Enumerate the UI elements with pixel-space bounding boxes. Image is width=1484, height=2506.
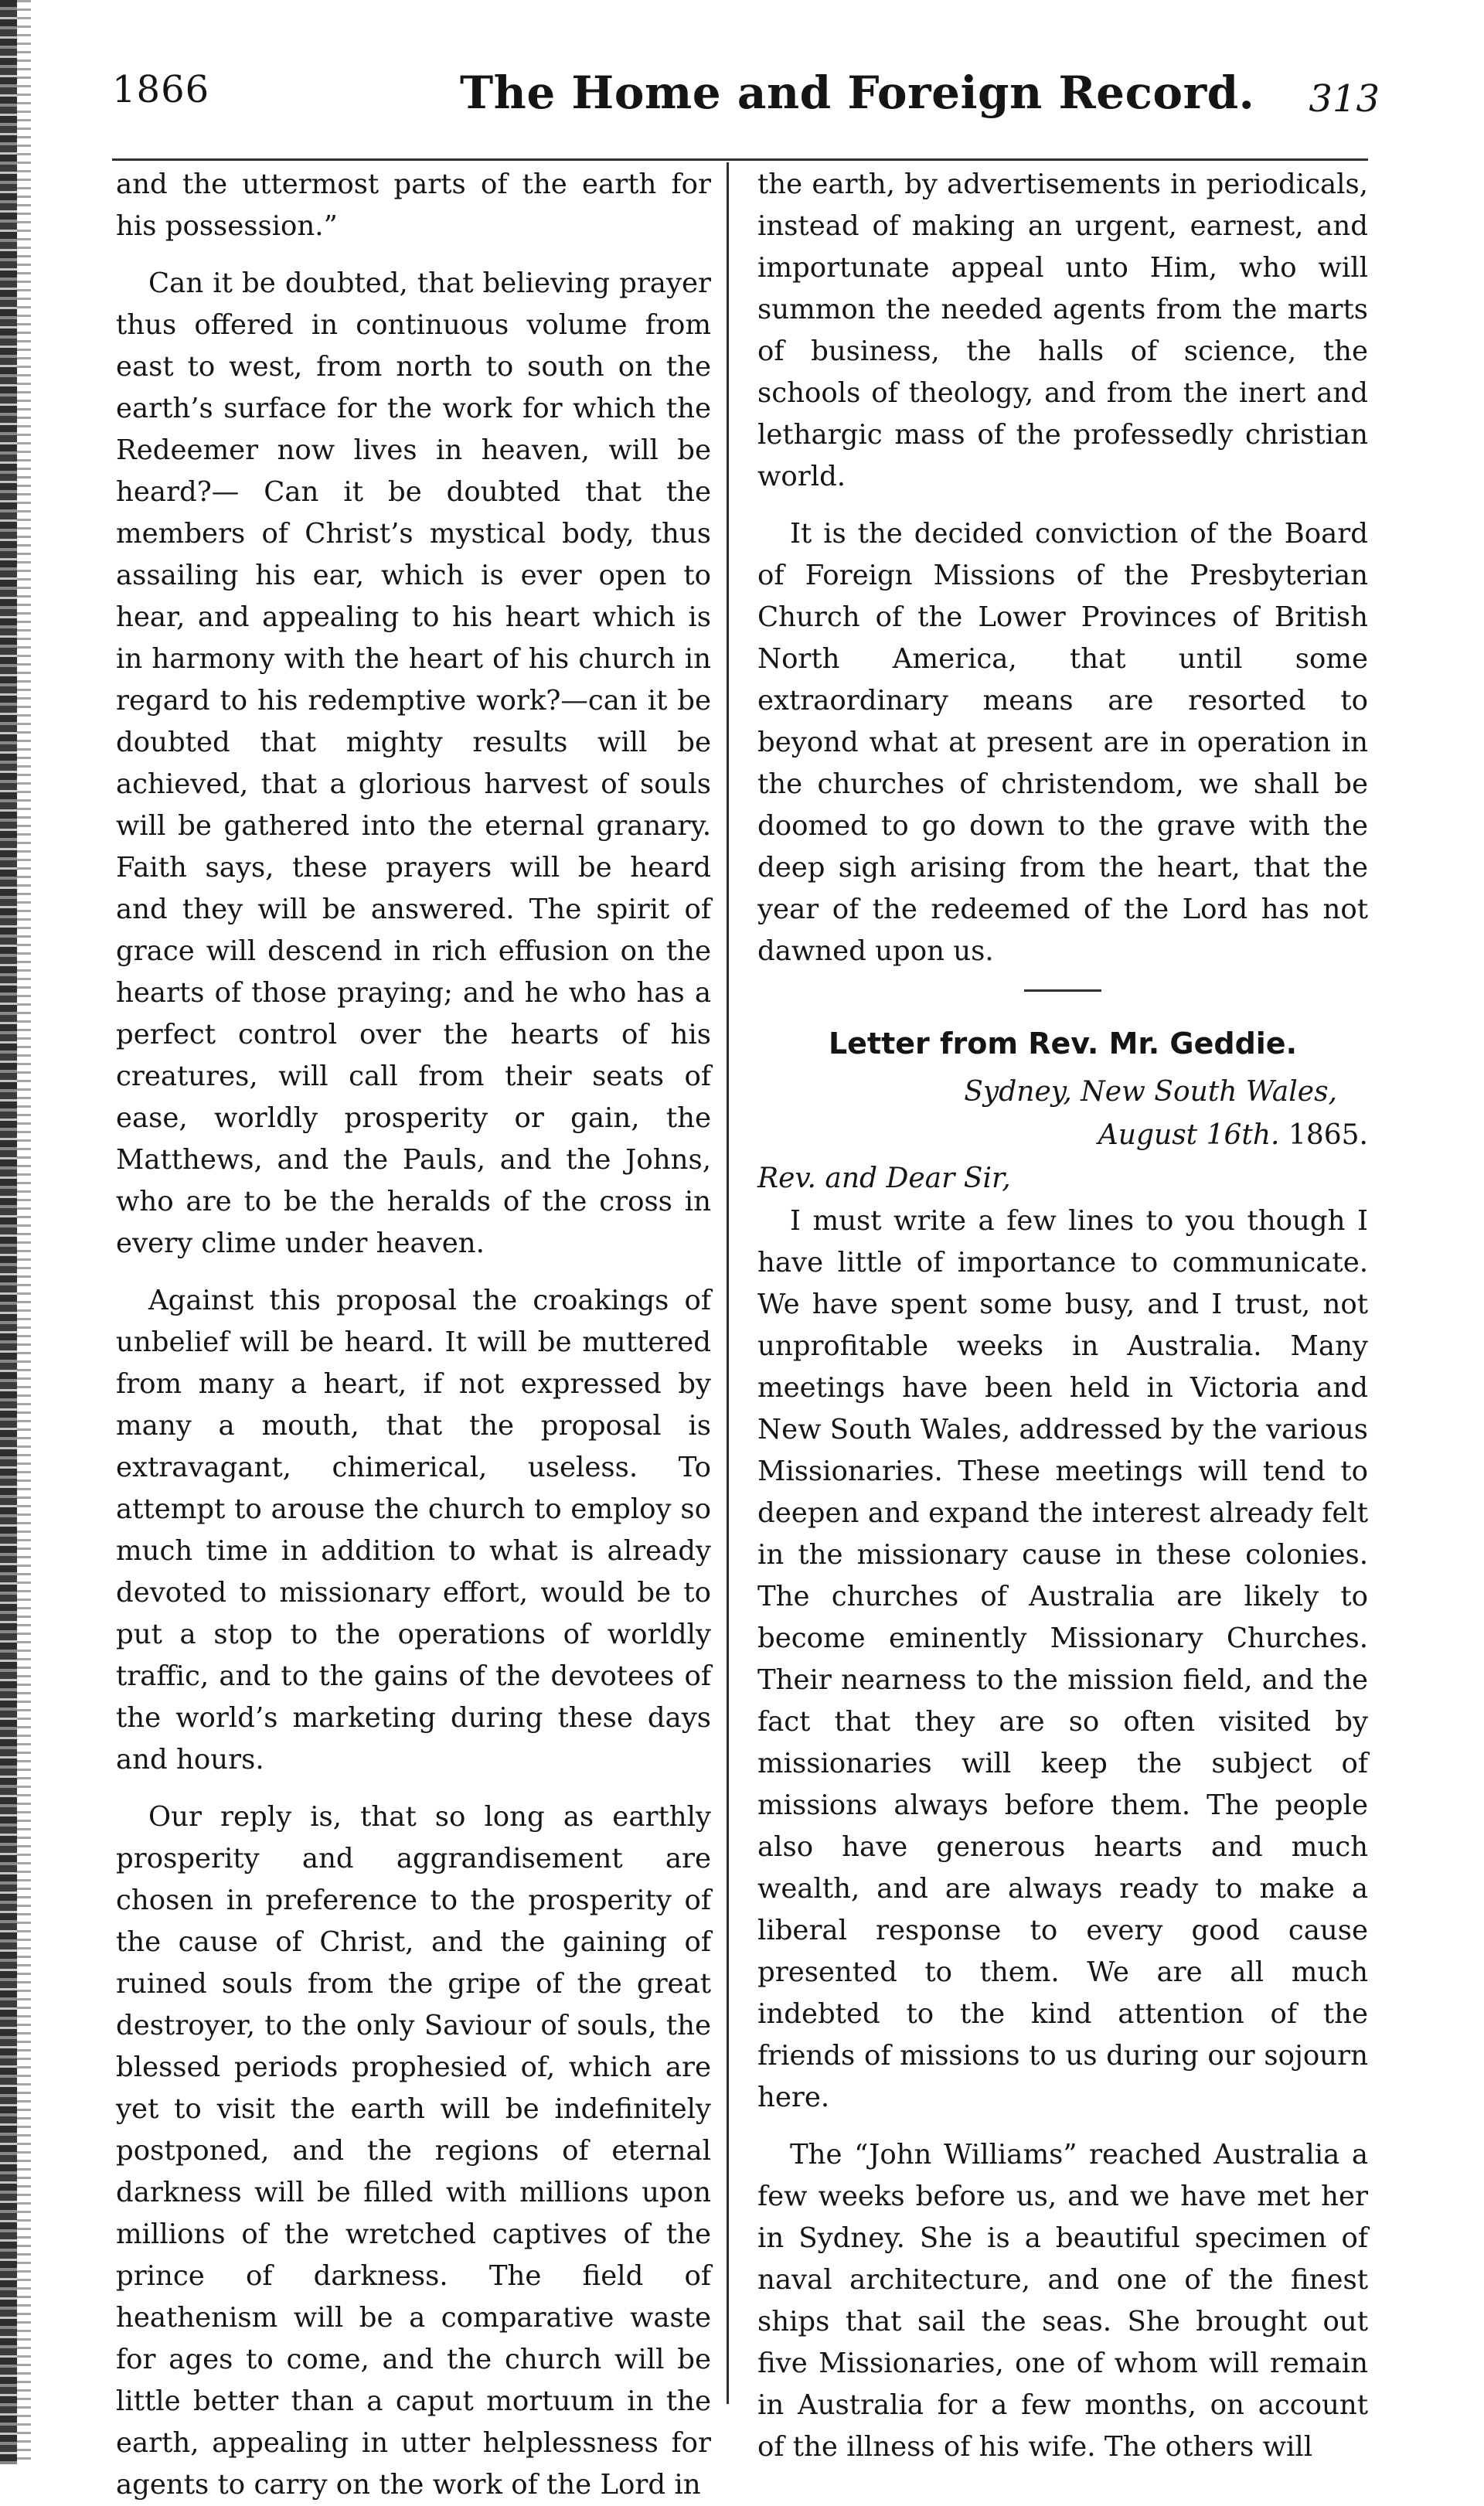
page-header [112,68,1380,153]
header-rule [112,158,1368,161]
left-paragraph-3: Against this proposal the croakings of unbelief will be heard. It will be muttered from many a heart, if not expressed by many a mouth, that the proposal is extravagant, chimerical, useless. To attempt to arouse the church to employ so much time in addition to what is already devoted to missionary effort, would be to put a stop to the operations of worldly traffic, and to the gains of the devotees of the world’s marketing during these days and hours. [116,1285,711,1776]
letter-title: Letter from Rev. Mr. Geddie. [828,1027,1298,1061]
right-paragraph-4: The “John Williams” reached Australia a few weeks before us, and we have met her in Sydney. She is a beautiful specimen of naval architecture, and one of the finest ships that sail the seas. She brought out five Missionaries, one of whom will remain in Australia for a few months, on account of the illness of his wife. The others will [757,2139,1368,2463]
left-column [116,164,711,2501]
letter-date-year: 1865. [1288,1119,1368,1151]
right-paragraph-2: It is the decided conviction of the Board of Foreign Missions of the Presbyterian Church of the Lower Provinces of British North America, that until some extraordinary means are resorted to beyond what at present are in operation in the churches of christendom, we shall be doomed to go down to the grave with the deep sigh arising from the heart, that the year of the redeemed of the Lord has not dawned upon us. [757,518,1368,967]
scan-edge-shadow [17,0,31,2464]
journal-title: The Home and Foreign Record. [460,66,1255,119]
letter-date [757,1114,1368,1157]
right-column [757,164,1368,2463]
scan-edge [0,0,17,2464]
left-paragraph-1: and the uttermost parts of the earth for his possession.” [116,169,711,242]
right-paragraph-3: I must write a few lines to you though I have little of importance to communicate. We have spent some busy, and I trust, not unprofitable weeks in Australia. Many meetings have been held in Victoria and New South Wales, addressed by the various Missionaries. These meetings will tend to deepen and expand the interest already felt in the missionary cause in these colonies. The churches of Australia are likely to become eminently Missionary Churches. Their nearness to the mission field, and the fact that they are so often visited by missionaries will keep the subject of missions always before them. The people also have generous hearts and much wealth, and are always ready to make a liberal response to every good cause presented to them. We are all much indebted to the kind attention of the friends of missions to us during our sojourn here. [757,1205,1368,2113]
right-paragraph-1: the earth, by advertisements in periodicals, instead of making an urgent, earnest, and importunate appeal unto Him, who will summon the needed agents from the marts of business, the halls of science, the schools of theology, and from the inert and lethargic mass of the professedly christian world. [757,169,1368,492]
left-paragraph-4: Our reply is, that so long as earthly prosperity and aggrandisement are chosen in preference to the prosperity of the cause of Christ, and the gaining of ruined souls from the gripe of the great destroyer, to the only Saviour of souls, the blessed periods prophesied of, which are yet to visit the earth will be indefinitely postponed, and the regions of eternal darkness will be filled with millions upon millions of the wretched captives of the prince of darkness. The field of heathenism will be a comparative waste for ages to come, and the church will be little better than a caput mortuum in the earth, appealing in utter helplessness for agents to carry on the work of the Lord in [116,1801,711,2501]
column-divider [727,162,729,2404]
page-year: 1866 [112,68,210,111]
letter-date-day: August 16th. [1098,1119,1280,1151]
page-number: 313 [1309,77,1380,121]
letter-place: Sydney, New South Wales, [964,1076,1337,1108]
letter-salutation: Rev. and Dear Sir, [757,1163,1011,1194]
section-rule [1024,989,1101,992]
left-paragraph-2: Can it be doubted, that believing prayer thus offered in continuous volume from east to west, from north to south on the earth’s surface for the work for which the Redeemer now lives in heaven, will be heard?— Can it be doubted that the members of Christ’s mystical body, thus assailing his ear, which is ever open to hear, and appealing to his heart which is in harmony with the heart of his church in regard to his redemptive work?—can it be doubted that mighty results will be achieved, that a glorious harvest of souls will be gathered into the eternal granary. Faith says, these prayers will be heard and they will be answered. The spirit of grace will descend in rich effusion on the hearts of those praying; and he who has a perfect control over the hearts of his creatures, will call from their seats of ease, worldly prosperity or gain, the Matthews, and the Pauls, and the Johns, who are to be the heralds of the cross in every clime under heaven. [116,267,711,1259]
